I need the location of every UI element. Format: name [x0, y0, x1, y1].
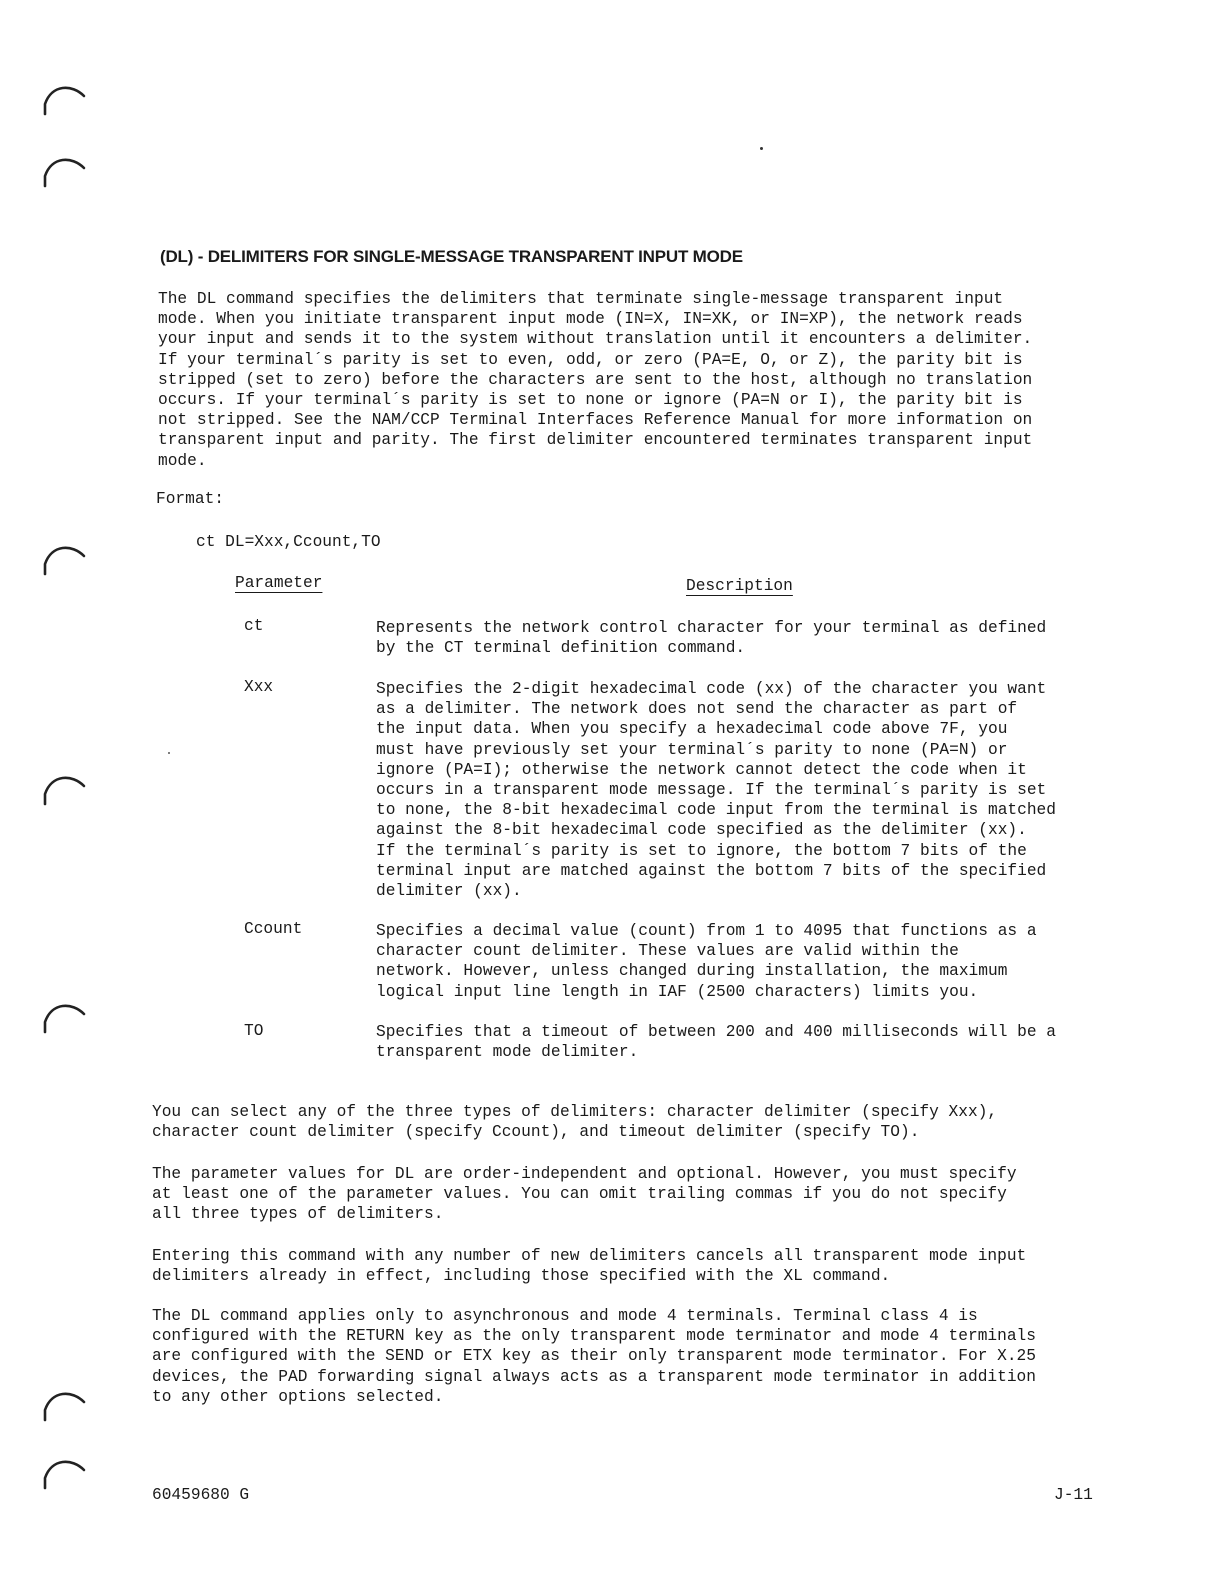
scan-speck [168, 752, 170, 754]
intro-paragraph: The DL command specifies the delimiters that terminate single-message transparent input mode. When you initiate transparent input mode (IN=X, IN=XK, or IN=XP), the network reads your input and sends it to the system without translation until it encounters a delimiter. If your terminal´s parity is set to even, odd, or zero (PA=E, O, or Z), the parity bit is stripped (set to zero) before the characters are sent to the host, although no translation occurs. If your terminal´s parity is set to none or ignore (PA=N or I), the parity bit is not stripped. See the NAM/CCP Terminal Interfaces Reference Manual for more information on transparent input and parity. The first delimiter encountered terminates transparent input mode. [158, 290, 1033, 470]
body-paragraph-cancel-delimiters: Entering this command with any number of new delimiters cancels all transparent mode input delimiters already in effect, including those specified with the XL command. [152, 1247, 1027, 1286]
format-label: Format: [156, 490, 224, 508]
binder-hole-mark [42, 1000, 86, 1036]
param-name-xxx: Xxx [244, 678, 274, 696]
description-column-header: Description [686, 577, 793, 595]
binder-hole-mark [42, 1388, 86, 1424]
binder-hole-mark [42, 82, 86, 118]
param-desc-xxx: Specifies the 2-digit hexadecimal code (xx) of the character you want as a delimiter. The network does not send the character as part of the input data. When you specify a hexadecimal code above 7F, you must have previously set your terminal´s parity to none (PA=N) or ignore (PA=I); otherwise the network cannot detect the code when it occurs in a transparent mode message. If the terminal´s parity is set to none, the 8-bit hexadecimal code input from the terminal is matched against the 8-bit hexadecimal code specified as the delimiter (xx). If the terminal´s parity is set to ignore, the bottom 7 bits of the terminal input are matched against the bottom 7 bits of the specified delimiter (xx). [376, 680, 1056, 901]
parameter-column-header: Parameter [235, 574, 323, 592]
document-number: 60459680 G [152, 1486, 250, 1504]
param-name-ct: ct [244, 617, 264, 635]
param-desc-ct: Represents the network control character for your terminal as defined by the CT terminal definition command. [376, 619, 1047, 658]
binder-hole-mark [42, 1456, 86, 1492]
binder-hole-mark [42, 154, 86, 190]
param-desc-to: Specifies that a timeout of between 200 and 400 milliseconds will be a transparent mode delimiter. [376, 1023, 1056, 1062]
param-desc-ccount: Specifies a decimal value (count) from 1 to 4095 that functions as a character count delimiter. These values are valid within the network. However, unless changed during installation, the maximum logical input line length in IAF (2500 characters) limits you. [376, 922, 1037, 1001]
scan-speck [760, 147, 763, 150]
body-paragraph-order-independent: The parameter values for DL are order-independent and optional. However, you must specify at least one of the parameter values. You can omit trailing commas if you do not specify all three types of delimiters. [152, 1165, 1017, 1224]
body-paragraph-delimiter-types: You can select any of the three types of delimiters: character delimiter (specify Xxx), character count delimiter (specify Ccount), and timeout delimiter (specify TO). [152, 1103, 998, 1142]
page-number: J-11 [1054, 1486, 1093, 1504]
section-heading: (DL) - DELIMITERS FOR SINGLE-MESSAGE TRANSPARENT INPUT MODE [160, 247, 743, 266]
param-name-ccount: Ccount [244, 920, 303, 938]
body-paragraph-terminal-classes: The DL command applies only to asynchronous and mode 4 terminals. Terminal class 4 is configured with the RETURN key as the only transparent mode terminator and mode 4 terminals are configured with the SEND or ETX key as their only transparent mode terminator. For X.25 devices, the PAD forwarding signal always acts as a transparent mode terminator in addition to any other options selected. [152, 1307, 1036, 1406]
format-syntax: ct DL=Xxx,Ccount,TO [196, 533, 381, 551]
param-name-to: TO [244, 1022, 264, 1040]
binder-hole-mark [42, 542, 86, 578]
binder-hole-mark [42, 772, 86, 808]
